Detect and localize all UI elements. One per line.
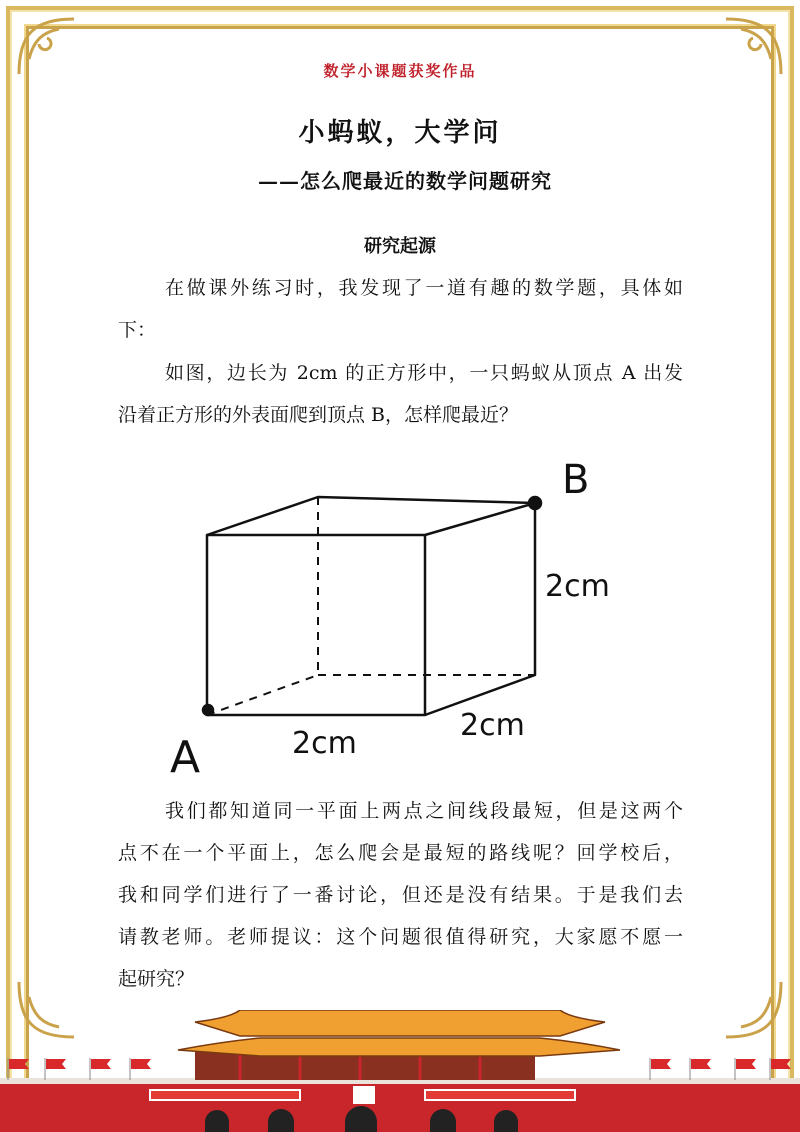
cube-figure — [0, 440, 800, 780]
vertex-b-dot — [529, 497, 541, 509]
page-title: 小蚂蚁，大学问 — [298, 118, 502, 148]
award-header: 数学小课题获奖作品 — [323, 62, 477, 80]
edge-front-label: 2cm — [292, 726, 357, 761]
section-heading: 研究起源 — [364, 236, 436, 257]
page-subtitle: ——怎么爬最近的数学问题研究 — [258, 169, 552, 193]
paragraph-line: 在做课外练习时，我发现了一道有趣的数学题，具体如 — [165, 277, 683, 299]
paragraph-line: 我和同学们进行了一番讨论，但还是没有结果。于是我们去 — [118, 884, 683, 906]
paragraph-line: 请教老师。老师提议：这个问题很值得研究，大家愿不愿一 — [118, 926, 683, 948]
paragraph-line: 点不在一个平面上，怎么爬会是最短的路线呢？回学校后， — [118, 842, 683, 864]
cube-hidden-edges — [207, 497, 535, 715]
cube-front-face — [207, 535, 425, 715]
edge-depth-label: 2cm — [460, 708, 525, 743]
paragraph-line: 沿着正方形的外表面爬到顶点 B，怎样爬最近？ — [118, 404, 519, 426]
vertex-a-label: A — [170, 732, 201, 780]
cube-top-face — [207, 497, 535, 535]
vertex-a-dot — [203, 705, 213, 715]
tiananmen-illustration — [0, 1010, 800, 1132]
paragraph-line: 下： — [118, 319, 157, 341]
vertex-b-label: B — [562, 457, 590, 503]
paragraph-line: 如图，边长为 2cm 的正方形中，一只蚂蚁从顶点 A 出发 — [165, 362, 683, 384]
paragraph-line: 我们都知道同一平面上两点之间线段最短，但是这两个 — [165, 800, 683, 822]
edge-height-label: 2cm — [545, 569, 610, 604]
cube-right-face — [425, 503, 535, 715]
paragraph-line: 起研究？ — [118, 968, 195, 990]
